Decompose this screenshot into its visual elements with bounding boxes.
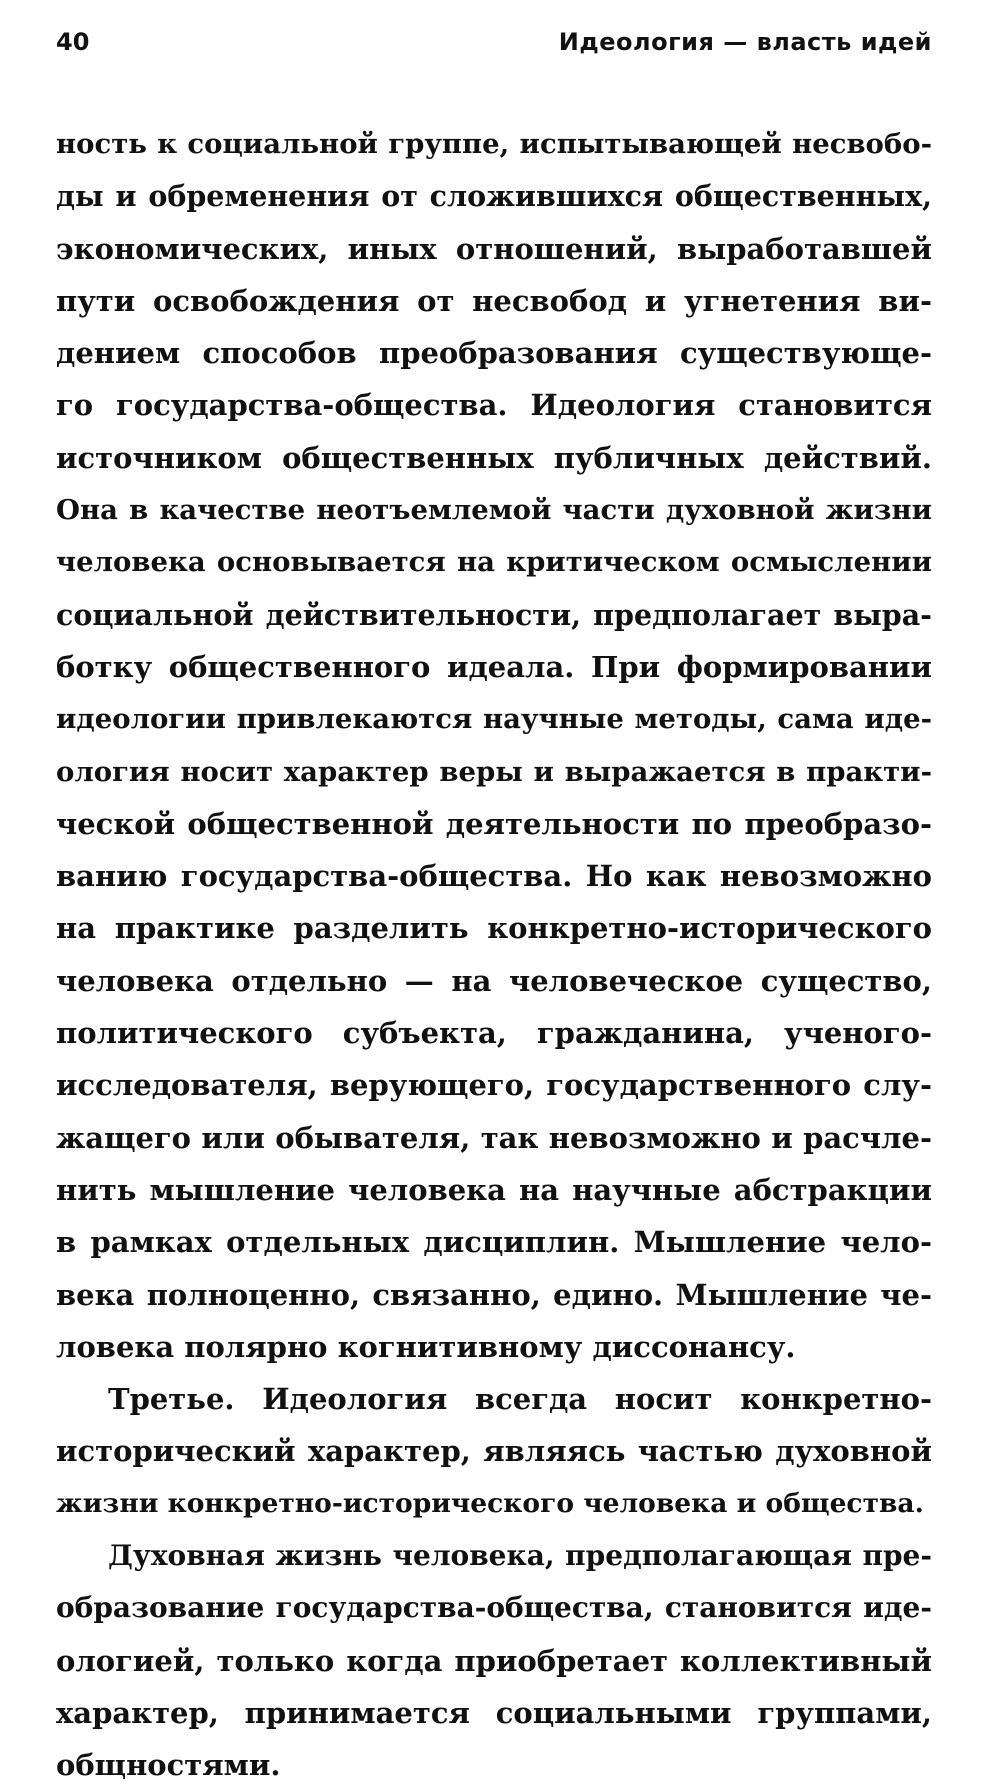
page-number: 40 xyxy=(56,28,90,56)
text-line: жизни конкретно-исторического человека и общества. xyxy=(56,1487,924,1519)
text-line: образование государства-общества, становится иде- xyxy=(56,1591,932,1625)
text-line: идеологии привлекаются научные методы, сама иде- xyxy=(56,703,932,736)
text-line: общностями. xyxy=(56,1748,281,1783)
text-line: политического субъекта, гражданина, ученого- xyxy=(56,1016,932,1051)
text-line: ловека полярно когнитивному диссонансу. xyxy=(56,1329,796,1364)
text-line: ческой общественной деятельности по преобразо- xyxy=(56,806,932,841)
text-line: ность к социальной группе, испытывающей несвобо- xyxy=(56,128,932,160)
page-header xyxy=(56,28,932,68)
text-line: Духовная жизнь человека, предполагающая пре- xyxy=(108,1539,932,1573)
text-line: Третье. Идеология всегда носит конкретно- xyxy=(108,1382,932,1417)
text-line: ботку общественного идеала. При формировании xyxy=(56,649,932,684)
running-title: Идеология — власть идей xyxy=(558,28,932,56)
text-line: характер, принимается социальными группами, xyxy=(56,1695,932,1730)
text-line: нить мышление человека на научные абстракции xyxy=(56,1172,932,1207)
paragraph-2 xyxy=(56,1373,932,1530)
text-line: го государства-общества. Идеология становится xyxy=(56,388,932,423)
text-line: дением способов преобразования существующе- xyxy=(56,336,932,371)
text-line: экономических, иных отношений, выработавшей xyxy=(56,231,932,266)
text-line: на практике разделить конкретно-исторического xyxy=(56,911,932,946)
text-line: ологией, только когда приобретает коллективный xyxy=(56,1643,932,1678)
text-line: в рамках отдельных дисциплин. Мышление чело- xyxy=(56,1225,932,1260)
text-line: ванию государства-общества. Но как невозможно xyxy=(56,859,932,894)
body-text xyxy=(56,118,932,1792)
paragraph-1 xyxy=(56,118,932,1373)
text-line: социальной действительности, предполагает выра- xyxy=(56,597,932,632)
text-line: исторический характер, являясь частью духовной xyxy=(56,1434,932,1469)
text-line: пути освобождения от несвобод и угнетения ви- xyxy=(56,283,932,318)
text-line: исследователя, верующего, государственного слу- xyxy=(56,1068,932,1103)
text-line: человека основывается на критическом осмыслении xyxy=(56,546,932,579)
text-line: ды и обременения от сложившихся общественных, xyxy=(56,179,932,214)
text-line: ология носит характер веры и выражается в практи- xyxy=(56,755,932,788)
text-line: человека отдельно — на человеческое существо, xyxy=(56,963,932,998)
text-line: источником общественных публичных действий. xyxy=(56,440,932,475)
paragraph-3 xyxy=(56,1530,932,1791)
text-line: жащего или обывателя, так невозможно и расчле- xyxy=(56,1120,932,1155)
text-line: века полноценно, связанно, едино. Мышление че- xyxy=(56,1277,932,1312)
text-line: Она в качестве неотъемлемой части духовной жизни xyxy=(56,494,932,527)
